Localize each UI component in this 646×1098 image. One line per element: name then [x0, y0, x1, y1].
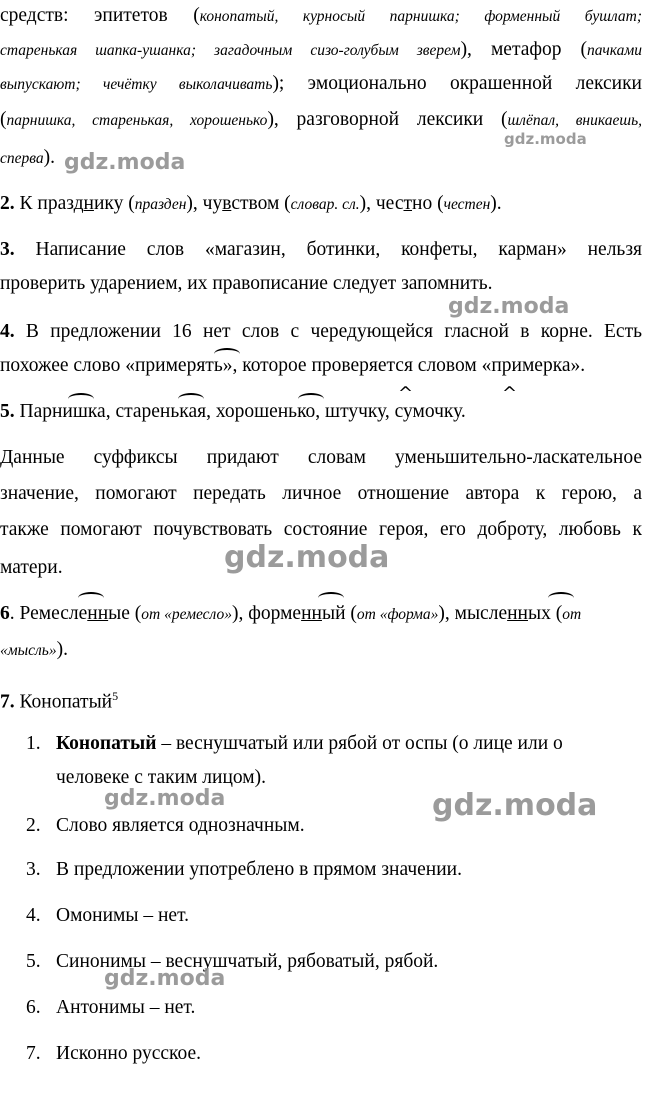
list-item-4: 4. Омонимы – нет.: [26, 905, 190, 926]
answer-3-line-2: проверить ударением, их правописание следует запомнить.: [0, 273, 493, 294]
watermark-logo: gdz.moda: [224, 540, 390, 575]
answer-2: 2. К празднику (празден), чувством (словар. сл.), честно (честен).: [0, 193, 502, 214]
list-item-2: 2. Слово является однозначным.: [26, 815, 305, 836]
answer-3-line-1: 3. Написание слов «магазин, ботинки, конфеты, карман» нельзя: [0, 239, 642, 260]
p1-line-4: (парнишка, старенькая, хорошенько), разговорной лексики (шлёпал, вникаешь,: [0, 109, 642, 130]
suffix-hat-mark-1: ^: [398, 383, 414, 404]
watermark-logo: gdz.moda: [504, 130, 587, 148]
answer-5-desc-3: также помогают почувствовать состояние героя, его доброту, любовь к: [0, 519, 642, 540]
p1-line-3: выпускают; чечётку выколачивать); эмоционально окрашенной лексики: [0, 73, 642, 94]
list-item-5: 5. Синонимы – веснушчатый, рябоватый, рябой.: [26, 951, 439, 972]
watermark-logo: gdz.moda: [448, 294, 570, 319]
watermark-logo: gdz.moda: [104, 786, 226, 811]
watermark-logo: gdz.moda: [104, 966, 226, 991]
p1-line-5: сперва).: [0, 147, 56, 168]
p1-line-1: средств: эпитетов (конопатый, курносый парнишка; форменный бушлат;: [0, 5, 642, 26]
list-item-1: 1. Конопатый – веснушчатый или рябой от оспы (о лице или о: [26, 733, 563, 754]
answer-7-heading: 7. Конопатый$^5$: [0, 689, 119, 713]
answer-5-desc-2: значение, помогают передать личное отношение автора к герою, а: [0, 483, 642, 504]
list-item-6: 6. Антонимы – нет.: [26, 997, 196, 1018]
p1-line-2: старенькая шапка-ушанка; загадочным сизо-голубым зверем), метафор (пачками: [0, 39, 642, 60]
answer-6-line-2: «мысль»).: [0, 639, 68, 660]
answer-5-desc-4: матери.: [0, 557, 63, 578]
answer-6-line-1: 6. Ремесленные (от «ремесло»), форменный (от «форма»), мысленных (от: [0, 603, 582, 624]
answer-4-line-1: 4. В предложении 16 нет слов с чередующейся гласной в корне. Есть: [0, 321, 642, 342]
list-item-1-cont: человеке с таким лицом).: [56, 767, 266, 788]
answer-5-desc-1: Данные суффиксы придают словам уменьшительно-ласкательное: [0, 447, 642, 468]
watermark-logo: gdz.moda: [64, 150, 186, 175]
answer-4-line-2: похожее слово «примерять», которое проверяется словом «примерка».: [0, 355, 586, 376]
suffix-hat-mark-2: ^: [502, 383, 518, 404]
list-item-3: 3. В предложении употреблено в прямом значении.: [26, 859, 462, 880]
list-item-7: 7. Исконно русское.: [26, 1043, 202, 1064]
watermark-logo: gdz.moda: [432, 788, 598, 823]
answer-5: 5. Парнишка, старенькая, хорошенько, штучку, сумочку.: [0, 401, 466, 422]
